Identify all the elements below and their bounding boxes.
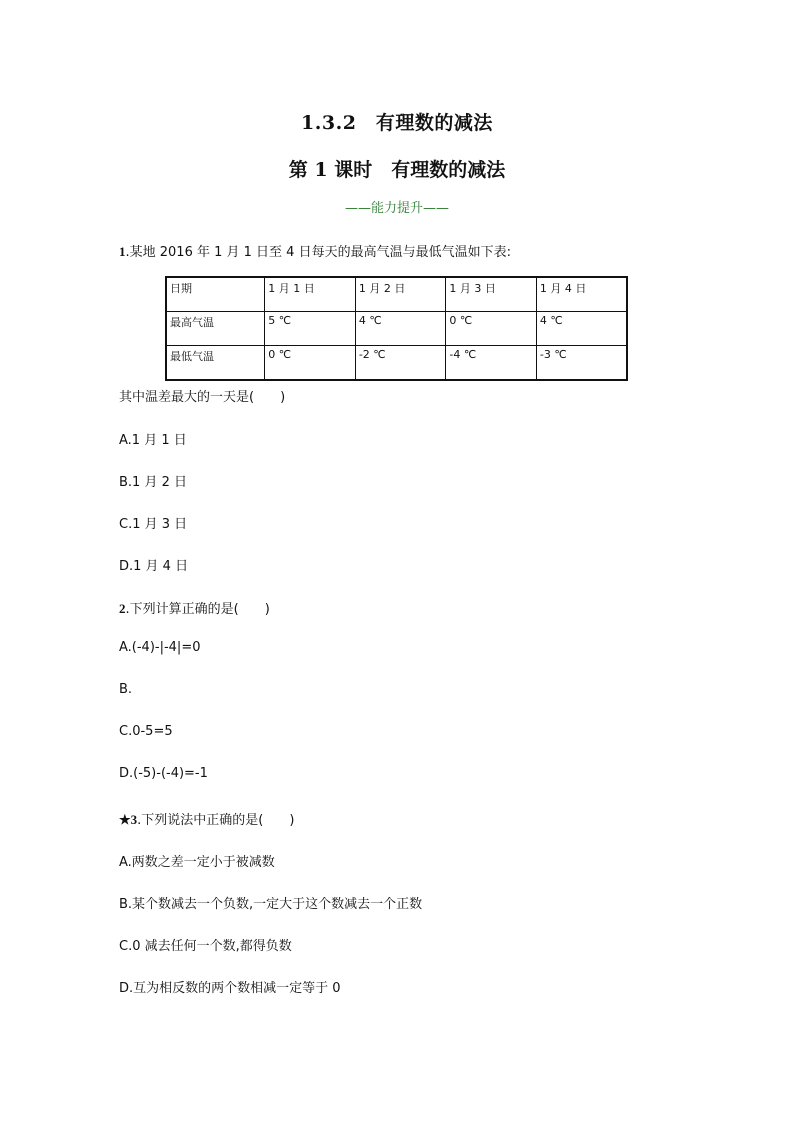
table-cell: 0 ℃ xyxy=(265,346,356,381)
option-d: D.(-5)-(-4)=-1 xyxy=(119,766,208,781)
table-cell: 5 ℃ xyxy=(265,312,356,346)
option-c: C.1 月 3 日 xyxy=(119,517,188,532)
temperature-table xyxy=(165,276,628,381)
table-cell: 1 月 2 日 xyxy=(355,277,446,312)
option-b: B. xyxy=(119,682,133,697)
question-text: .下列说法中正确的是( ) xyxy=(137,813,295,828)
question-number: 2 xyxy=(119,601,126,616)
table-cell: 1 月 3 日 xyxy=(446,277,537,312)
option-a: A.1 月 1 日 xyxy=(119,433,187,448)
question-2 xyxy=(119,598,270,617)
table-cell: -2 ℃ xyxy=(355,346,446,381)
question-text: .下列计算正确的是( ) xyxy=(125,602,270,617)
table-cell: -3 ℃ xyxy=(536,346,627,381)
table-cell: 4 ℃ xyxy=(355,312,446,346)
lesson-title: 1.3.2 有理数的减法 xyxy=(301,112,493,134)
option-b: B.1 月 2 日 xyxy=(119,475,187,490)
table-cell: 0 ℃ xyxy=(446,312,537,346)
table-cell: 最低气温 xyxy=(166,346,265,381)
question-1 xyxy=(119,241,511,260)
table-cell: 4 ℃ xyxy=(536,312,627,346)
option-a: A.两数之差一定小于被减数 xyxy=(119,855,275,870)
table-cell: 最高气温 xyxy=(166,312,265,346)
section-heading: ——能力提升—— xyxy=(344,201,449,216)
option-b: B.某个数减去一个负数,一定大于这个数减去一个正数 xyxy=(119,897,423,912)
table-row xyxy=(166,277,627,312)
option-c: C.0-5=5 xyxy=(119,724,173,739)
option-a: A.(-4)-|-4|=0 xyxy=(119,640,201,655)
table-row xyxy=(166,312,627,346)
option-d: D.互为相反数的两个数相减一定等于 0 xyxy=(119,981,341,996)
question-text: .某地 2016 年 1 月 1 日至 4 日每天的最高气温与最低气温如下表: xyxy=(125,245,511,260)
question-number: ★3 xyxy=(119,812,138,827)
table-cell: 1 月 4 日 xyxy=(536,277,627,312)
table-row xyxy=(166,346,627,381)
table-cell: 1 月 1 日 xyxy=(265,277,356,312)
table-cell: -4 ℃ xyxy=(446,346,537,381)
option-d: D.1 月 4 日 xyxy=(119,559,189,574)
option-c: C.0 减去任何一个数,都得负数 xyxy=(119,939,292,954)
table-cell: 日期 xyxy=(166,277,265,312)
question-3 xyxy=(119,809,294,828)
lesson-subtitle: 第 1 课时 有理数的减法 xyxy=(288,159,506,181)
question-prompt: 其中温差最大的一天是( ) xyxy=(119,390,286,405)
question-number: 1 xyxy=(119,244,126,259)
